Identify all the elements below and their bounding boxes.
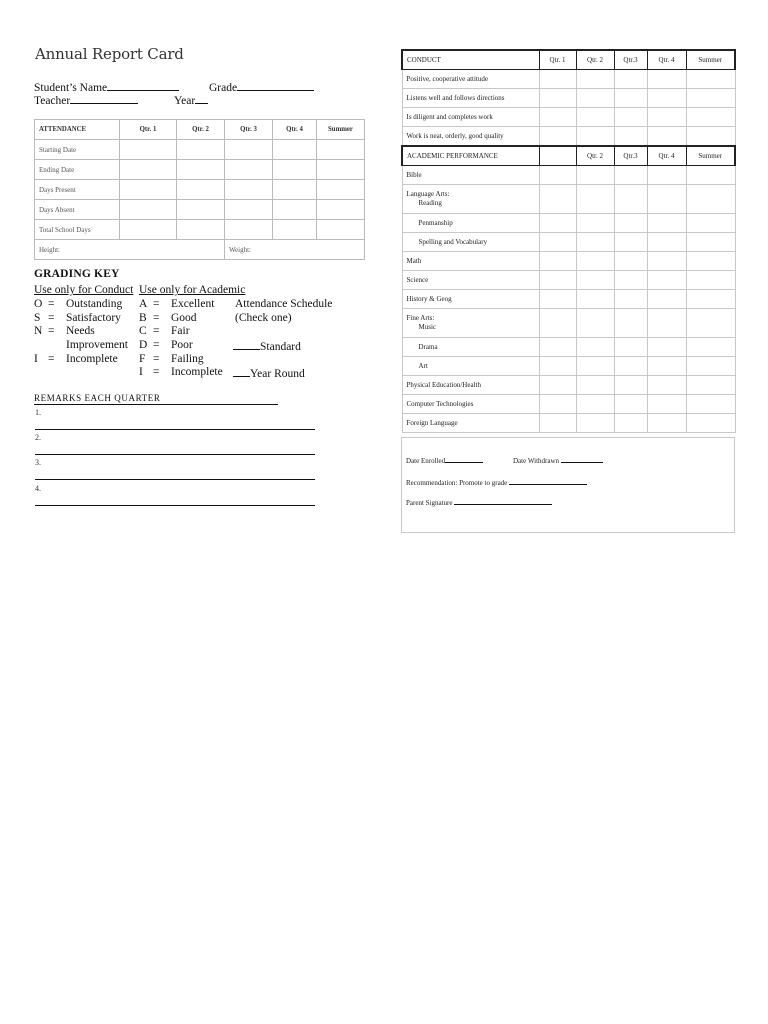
subject-label: Penmanship [402,213,539,232]
academic-col-qtr3: Qtr.3 [614,146,647,166]
grade-cell[interactable] [539,251,576,270]
attendance-schedule-title: Attendance Schedule [235,298,333,310]
attendance-row-label: Days Present [35,180,120,200]
grade-cell[interactable] [576,108,614,127]
subject-label: Bible [402,165,539,184]
attendance-cell[interactable] [273,200,317,220]
grade-cell[interactable] [614,270,647,289]
grade-cell[interactable] [686,356,735,375]
remark-line[interactable] [35,454,315,455]
subject-label: History & Geog [402,289,539,308]
grade-cell[interactable] [576,375,614,394]
grade-cell[interactable] [576,213,614,232]
attendance-cell[interactable] [177,140,225,160]
subject-label: Art [402,356,539,375]
attendance-row [35,160,365,180]
academic-row [402,232,735,251]
conduct-row [402,108,735,127]
attendance-cell[interactable] [273,180,317,200]
grade-cell[interactable] [647,337,686,356]
attendance-col-qtr4: Qtr. 4 [273,120,317,140]
grade-cell[interactable] [539,213,576,232]
remarks-title: REMARKS EACH QUARTER [34,393,278,405]
grade-cell[interactable] [614,413,647,432]
academic-col-blank [539,146,576,166]
grade-cell[interactable] [614,213,647,232]
grade-cell[interactable] [576,413,614,432]
grade-cell[interactable] [539,270,576,289]
conduct-key-item: N = Needs [34,325,95,337]
page-title: Annual Report Card [35,45,184,63]
grade-cell[interactable] [576,308,614,337]
attendance-row-label: Total School Days [35,220,120,240]
grade-cell[interactable] [614,165,647,184]
remark-line[interactable] [35,505,315,506]
conduct-row [402,127,735,146]
grade-cell[interactable] [576,127,614,146]
grade-cell[interactable] [539,337,576,356]
grade-cell[interactable] [686,270,735,289]
grade-cell[interactable] [539,108,576,127]
grade-cell[interactable] [686,308,735,337]
student-name-line [107,79,179,91]
attendance-cell[interactable] [120,220,177,240]
attendance-cell[interactable] [225,140,273,160]
academic-header: ACADEMIC PERFORMANCE [402,146,539,166]
attendance-row [35,220,365,240]
grades-table [401,49,736,433]
grade-cell[interactable] [539,89,576,108]
teacher-label: Teacher [34,95,71,107]
academic-row [402,270,735,289]
grade-cell[interactable] [539,308,576,337]
academic-col-qtr4: Qtr. 4 [647,146,686,166]
academic-row [402,165,735,184]
attendance-cell[interactable] [225,180,273,200]
grade-cell[interactable] [539,356,576,375]
year-round-checkline [233,365,250,377]
grade-cell[interactable] [647,356,686,375]
grade-cell[interactable] [614,337,647,356]
grade-cell[interactable] [686,89,735,108]
grade-cell[interactable] [539,127,576,146]
grade-cell[interactable] [576,270,614,289]
enrollment-box [401,437,735,533]
remark-line[interactable] [35,429,315,430]
conduct-header-row [402,50,735,70]
student-name-label: Student’s Name [34,82,108,94]
academic-row [402,251,735,270]
grade-cell[interactable] [686,413,735,432]
grade-cell[interactable] [647,165,686,184]
grade-cell[interactable] [614,108,647,127]
conduct-row-label: Listens well and follows directions [402,89,539,108]
year-field[interactable] [174,92,208,107]
grade-cell[interactable] [647,213,686,232]
conduct-col-qtr2: Qtr. 2 [576,50,614,70]
attendance-cell[interactable] [273,160,317,180]
conduct-key-heading: Use only for Conduct [34,284,134,296]
conduct-row-label: Positive, cooperative attitude [402,70,539,89]
subject-label: Fine Arts: Music [402,308,539,337]
conduct-key-item: O = Outstanding [34,298,123,310]
remark-number: 3. [35,458,41,467]
grade-cell[interactable] [539,394,576,413]
subject-label: Physical Education/Health [402,375,539,394]
grade-cell[interactable] [647,127,686,146]
academic-row [402,394,735,413]
attendance-cell[interactable] [317,200,365,220]
academic-row [402,356,735,375]
academic-row [402,375,735,394]
grade-cell[interactable] [647,375,686,394]
academic-key-item: D = Poor [139,339,193,351]
grade-cell[interactable] [647,289,686,308]
grade-cell[interactable] [576,232,614,251]
attendance-cell[interactable] [177,180,225,200]
grade-cell[interactable] [614,89,647,108]
conduct-col-qtr1: Qtr. 1 [539,50,576,70]
attendance-col-qtr1: Qtr. 1 [120,120,177,140]
attendance-cell[interactable] [225,220,273,240]
conduct-key-item: Improvement [66,339,128,351]
subject-label: Math [402,251,539,270]
attendance-cell[interactable] [120,200,177,220]
grade-cell[interactable] [539,375,576,394]
grade-field[interactable] [209,79,314,94]
grade-cell[interactable] [539,70,576,89]
attendance-cell[interactable] [177,220,225,240]
conduct-col-qtr3: Qtr.3 [614,50,647,70]
attendance-col-qtr3: Qtr. 3 [225,120,273,140]
academic-key-item: C = Fair [139,325,190,337]
parent-signature-field[interactable]: Parent Signature [406,497,552,507]
academic-key-item: I = Incomplete [139,366,223,378]
grade-cell[interactable] [686,232,735,251]
grade-cell[interactable] [686,251,735,270]
schedule-year-round-option[interactable]: Year Round [233,365,305,381]
academic-row [402,213,735,232]
grade-cell[interactable] [614,375,647,394]
height-field[interactable]: Height: [35,240,225,260]
attendance-col-summer: Summer [317,120,365,140]
attendance-cell[interactable] [120,160,177,180]
grade-cell[interactable] [614,70,647,89]
subject-label: Computer Technologies [402,394,539,413]
grade-cell[interactable] [686,289,735,308]
academic-row [402,413,735,432]
grade-cell[interactable] [647,70,686,89]
grade-cell[interactable] [647,413,686,432]
academic-row [402,289,735,308]
conduct-header: CONDUCT [402,50,539,70]
attendance-cell[interactable] [120,180,177,200]
grade-cell[interactable] [686,70,735,89]
conduct-row-label: Work is neat, orderly, good quality [402,127,539,146]
date-withdrawn-field[interactable]: Date Withdrawn [513,455,603,465]
grade-cell[interactable] [647,89,686,108]
grade-cell[interactable] [614,394,647,413]
grade-cell[interactable] [614,356,647,375]
grade-cell[interactable] [647,232,686,251]
schedule-standard-option[interactable]: Standard [233,338,301,354]
subject-label: Foreign Language [402,413,539,432]
academic-col-qtr2: Qtr. 2 [576,146,614,166]
grade-cell[interactable] [614,184,647,213]
remark-number: 2. [35,433,41,442]
subject-label: Science [402,270,539,289]
grade-cell[interactable] [614,251,647,270]
grade-cell[interactable] [576,165,614,184]
grading-key-title: GRADING KEY [34,268,120,280]
attendance-cell[interactable] [317,180,365,200]
grade-cell[interactable] [614,308,647,337]
subject-label: Drama [402,337,539,356]
attendance-row-label: Starting Date [35,140,120,160]
subject-label: Language Arts: Reading [402,184,539,213]
grade-cell[interactable] [576,289,614,308]
grade-cell[interactable] [539,165,576,184]
attendance-schedule-note: (Check one) [235,312,292,324]
academic-col-summer: Summer [686,146,735,166]
grade-cell[interactable] [647,394,686,413]
grade-cell[interactable] [576,70,614,89]
attendance-cell[interactable] [273,140,317,160]
attendance-cell[interactable] [225,160,273,180]
academic-header-row [402,146,735,166]
grade-cell[interactable] [576,394,614,413]
grade-cell[interactable] [686,184,735,213]
recommendation-field[interactable]: Recommendation: Promote to grade [406,477,587,487]
attendance-cell[interactable] [317,140,365,160]
conduct-row [402,89,735,108]
attendance-row [35,140,365,160]
academic-row [402,184,735,213]
grade-label: Grade [209,82,238,94]
year-label: Year [174,95,196,107]
conduct-key-item: I = Incomplete [34,353,118,365]
date-enrolled-field[interactable]: Date Enrolled [406,455,483,465]
grade-cell[interactable] [647,251,686,270]
teacher-line [70,92,138,104]
grade-cell[interactable] [614,232,647,251]
subject-label: Spelling and Vocabulary [402,232,539,251]
grade-cell[interactable] [576,356,614,375]
grade-cell[interactable] [539,413,576,432]
grade-cell[interactable] [576,337,614,356]
conduct-col-summer: Summer [686,50,735,70]
grade-cell[interactable] [576,184,614,213]
grade-cell[interactable] [686,394,735,413]
grade-cell[interactable] [686,165,735,184]
attendance-cell[interactable] [177,200,225,220]
grade-cell[interactable] [686,108,735,127]
grade-cell[interactable] [686,337,735,356]
grade-cell[interactable] [647,108,686,127]
attendance-cell[interactable] [177,160,225,180]
grade-cell[interactable] [647,308,686,337]
grade-cell[interactable] [539,184,576,213]
standard-checkline [233,338,260,350]
academic-key-item: B = Good [139,312,197,324]
conduct-row-label: Is diligent and completes work [402,108,539,127]
attendance-row [35,180,365,200]
attendance-col-qtr2: Qtr. 2 [177,120,225,140]
grade-cell[interactable] [686,213,735,232]
grade-line [237,79,314,91]
conduct-col-qtr4: Qtr. 4 [647,50,686,70]
attendance-row-label: Ending Date [35,160,120,180]
grade-cell[interactable] [576,251,614,270]
academic-row [402,308,735,337]
academic-key-item: A = Excellent [139,298,215,310]
attendance-cell[interactable] [317,160,365,180]
weight-field[interactable]: Weight: [225,240,365,260]
conduct-row [402,70,735,89]
remark-number: 1. [35,408,41,417]
attendance-header-row [35,120,365,140]
attendance-cell[interactable] [225,200,273,220]
remark-number: 4. [35,484,41,493]
grade-cell[interactable] [686,375,735,394]
remark-line[interactable] [35,479,315,480]
conduct-key-item: S = Satisfactory [34,312,121,324]
attendance-table [34,119,365,260]
grade-cell[interactable] [647,270,686,289]
grade-cell[interactable] [576,89,614,108]
attendance-row [35,200,365,220]
attendance-height-weight-row [35,240,365,260]
grade-cell[interactable] [686,127,735,146]
academic-row [402,337,735,356]
grade-cell[interactable] [614,127,647,146]
attendance-row-label: Days Absent [35,200,120,220]
attendance-cell[interactable] [273,220,317,240]
academic-key-item: F = Failing [139,353,204,365]
academic-key-heading: Use only for Academic [139,284,246,296]
grade-cell[interactable] [539,289,576,308]
attendance-header: ATTENDANCE [35,120,120,140]
grade-cell[interactable] [647,184,686,213]
grade-cell[interactable] [614,289,647,308]
grade-cell[interactable] [539,232,576,251]
year-line [195,92,208,104]
attendance-cell[interactable] [120,140,177,160]
attendance-cell[interactable] [317,220,365,240]
teacher-field[interactable] [34,92,138,107]
